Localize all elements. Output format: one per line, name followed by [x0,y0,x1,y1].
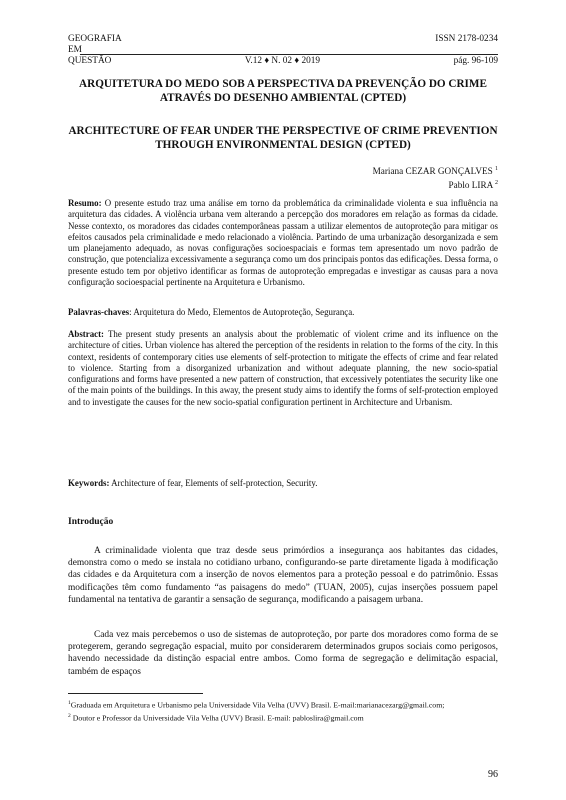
page-range: pág. 96-109 [453,56,498,66]
resumo-paragraph [68,198,498,288]
palavras-chaves-label: Palavras-chaves [68,307,130,317]
journal-name-line2: EM [68,45,82,55]
keywords-text: Architecture of fear, Elements of self-protection, Security. [109,478,318,488]
intro-paragraph-1: A criminalidade violenta que traz desde seus primórdios a insegurança aos habitantes das cidades, demonstra como o medo se instala no cotidiano urbano, configurando-se parte diretamente ligada à modificação das cidades e da Arquitetura com a inserção de novos elementos para a proteção pessoal e do patrimônio. Essas modificações têm como fundamento “as paisagens do medo” (TUAN, 2005), cujas inserções possuem papel fundamental na tentativa de garantir a sensação de segurança, modificando a paisagem urbana. [68,546,498,605]
palavras-chaves-text: : Arquitetura do Medo, Elementos de Autoproteção, Segurança. [129,307,355,317]
resumo-label: Resumo: [68,198,102,208]
footnote-2-mark: 2 [68,712,71,719]
footnote-2: $^2$ Doutor e Professor da Universidade Vila Velha (UVV) Brasil. E-mail: pabloslira@gmail.com [68,712,364,723]
abstract-label: Abstract: [68,329,104,339]
resumo-text: O presente estudo traz uma análise em torno da problemática da criminalidade violenta e sua influência na arquitetura das cidades. A violência urbana vem alterando a percepção dos moradores em relação as formas da cidade. Nesse contexto, os moradores das cidades contemporâneas passam a utilizar elementos de autoproteção para mitigar os efeitos causados pela criminalidade e medo relacionado a violência. Partindo de uma urbanização desorganizada e sem um planejamento adequado, as novas configurações socioespaciais e formas tem apresentado um novo padrão de construção, que potencializa excessivamente a segurança como um dos principais pontos das edificações. Dessa forma, o presente estudo tem por objetivo identificar as formas de autoproteção empregadas e investigar as causas para a nova configuração socioespacial pertinente na Arquitetura e Urbanismo. [68,198,498,288]
intro-paragraph-2: Cada vez mais percebemos o uso de sistemas de autoproteção, por parte dos moradores como forma de se protegerem, gerando segregação espacial, muito por considerarem determinados grupos sociais como perigosos, havendo necessidade da distinção espacial entre ambos. Como forma de segregação e delimitação espacial, também de espaços [68,630,498,677]
issn: ISSN 2178-0234 [435,34,498,44]
footnote-rule [68,693,203,694]
palavras-chaves-paragraph [68,307,498,318]
running-header-bottom [68,56,498,67]
volume-info: V.12 ♦ N. 02 ♦ 2019 [244,56,321,66]
footnote-1: $^1$Graduada em Arquitetura e Urbanismo pela Universidade Vila Velha (UVV) Brasil. E-mail:marianacezarg@gmail.com; [68,700,445,710]
journal-name-line1: GEOGRAFIA [68,34,122,44]
author-2: Pablo LIRA $^2$ [448,180,498,191]
footnote-1-mark: 1 [68,700,71,706]
abstract-paragraph [68,329,498,408]
header-rule [80,54,498,55]
footnotes [68,698,498,724]
author-list [373,163,498,191]
page-number: 96 [488,769,498,780]
abstract-text: The present study presents an analysis about the problematic of violent crime and its influence on the architecture of cities. Urban violence has altered the perception of the residents in relation to the forms of the city. In this context, residents of contemporary cities use elements of self-protection to mitigate the effects of crime and fear related to violence. Starting from a disorganized urbanization and without adequate planning, the new socio-spatial configurations and forms have presented a new pattern of construction, that excessively potentiates the security like one of the main points of the buildings. In this away, the present study aims to identify the forms of self-protection employed and to investigate the causes for the new socio-spatial configuration pertinent in Architecture and Urbanism. [68,329,498,407]
author-2-mark: 2 [495,180,498,187]
journal-name-line3: QUESTÃO [68,56,112,66]
section-heading-introducao: Introdução [68,517,114,527]
title-portuguese: ARQUITETURA DO MEDO SOB A PERSPECTIVA DA PREVENÇÃO DO CRIME ATRAVÉS DO DESENHO AMBIENTAL (CPTED) [79,78,487,104]
keywords-label: Keywords: [68,478,110,488]
title-english: ARCHITECTURE OF FEAR UNDER THE PERSPECTIVE OF CRIME PREVENTION THROUGH ENVIRONMENTAL DESIGN (CPTED) [68,125,498,151]
keywords-paragraph [68,478,498,489]
running-header-top [68,34,498,45]
author-1: Mariana CEZAR GONÇALVES $^1$ [372,166,498,177]
author-1-mark: 1 [495,166,498,172]
